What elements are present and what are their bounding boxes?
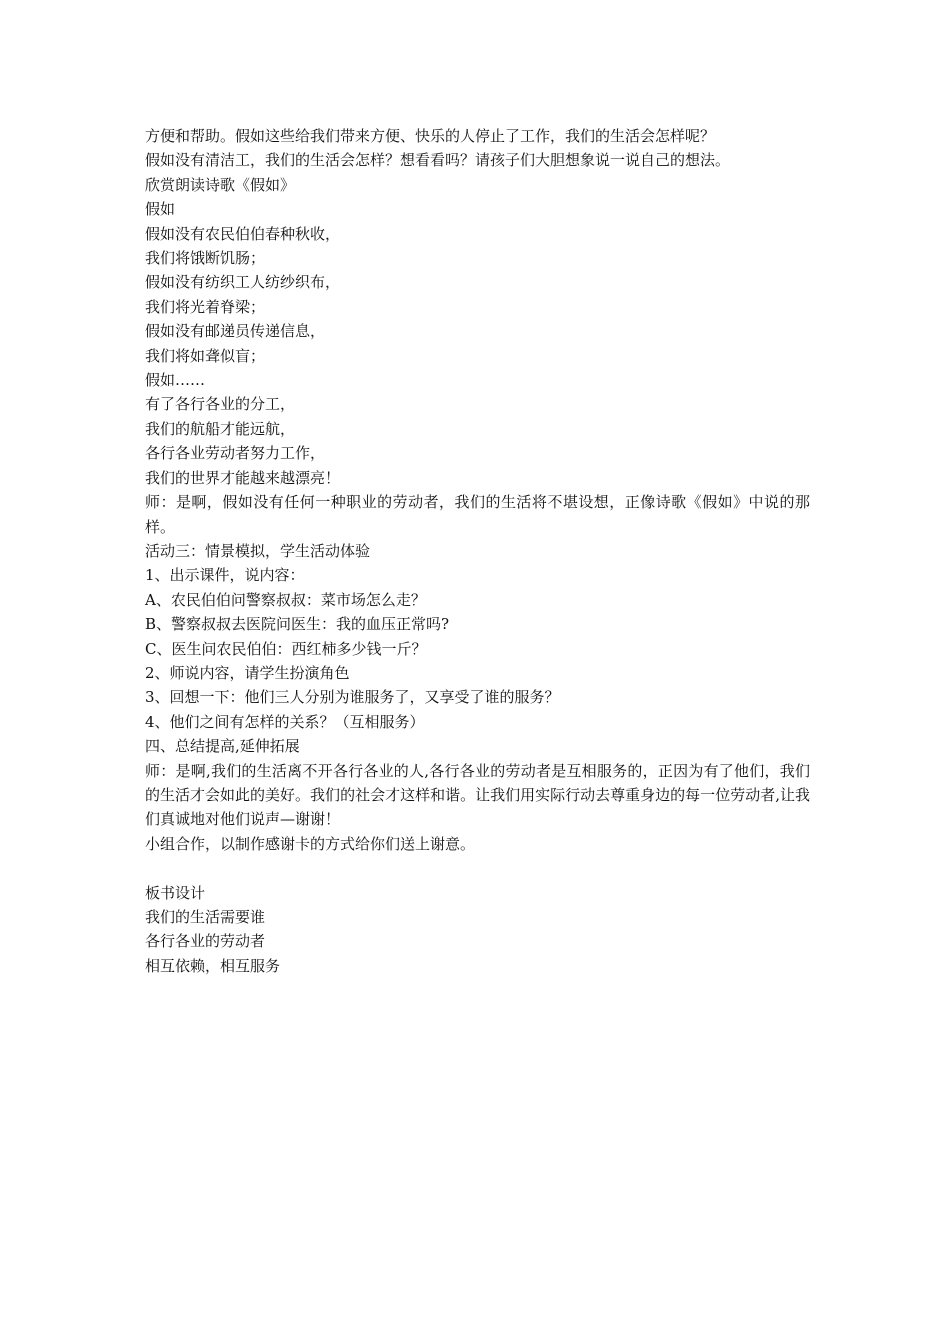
poem-line: 我们将如聋似盲； [145, 346, 266, 365]
blank-line [145, 856, 810, 880]
text-line: 小组合作，以制作感谢卡的方式给你们送上谢意。 [145, 834, 476, 853]
section-heading: 四、总结提高,延伸拓展 [145, 737, 300, 756]
board-heading: 板书设计 [145, 883, 206, 902]
poem-heading: 欣赏朗读诗歌《假如》 [145, 175, 296, 194]
list-item: A、农民伯伯问警察叔叔：菜市场怎么走？ [145, 590, 426, 609]
poem-line: 我们将饿断饥肠； [145, 249, 266, 268]
poem-line: 我们的航船才能远航， [145, 419, 296, 438]
poem-title: 假如 [145, 200, 176, 219]
text-line: 方便和帮助。假如这些给我们带来方便、快乐的人停止了工作，我们的生活会怎样呢？ [145, 127, 716, 145]
poem-line: 我们将光着脊梁； [145, 297, 266, 316]
board-line: 我们的生活需要谁 [145, 907, 266, 926]
poem-line: 假如没有纺织工人纺纱织布， [145, 273, 341, 292]
teacher-paragraph: 师：是啊，假如没有任何一种职业的劳动者，我们的生活将不堪设想，正像诗歌《假如》中说的那样。 [145, 493, 810, 536]
section-heading: 活动三：情景模拟，学生活动体验 [145, 541, 371, 560]
list-item: B、警察叔叔去医院问医生：我的血压正常吗? [145, 615, 450, 634]
list-item: 4、他们之间有怎样的关系？（互相服务） [145, 712, 425, 731]
board-line: 相互依赖，相互服务 [145, 956, 281, 975]
list-item: 1、出示课件，说内容： [145, 566, 305, 585]
teacher-paragraph: 师：是啊,我们的生活离不开各行各业的人,各行各业的劳动者是互相服务的，正因为有了他们，我们的生活才会如此的美好。我们的社会才这样和谐。让我们用实际行动去尊重身边的每一位劳动者,让我们真诚地对他们说声—谢谢！ [145, 761, 810, 829]
poem-line: 有了各行各业的分工， [145, 395, 296, 414]
poem-line: 各行各业劳动者努力工作， [145, 444, 326, 463]
poem-line: 我们的世界才能越来越漂亮！ [145, 468, 341, 487]
board-line: 各行各业的劳动者 [145, 932, 266, 951]
document-body [145, 124, 810, 978]
poem-line: 假如…… [145, 371, 206, 390]
list-item: C、医生问农民伯伯：西红柿多少钱一斤？ [145, 639, 427, 658]
text-line: 假如没有清洁工，我们的生活会怎样？想看看吗？请孩子们大胆想象说一说自己的想法。 [145, 151, 731, 170]
list-item: 3、回想一下：他们三人分别为谁服务了，又享受了谁的服务？ [145, 688, 560, 707]
list-item: 2、师说内容，请学生扮演角色 [145, 663, 350, 682]
poem-line: 假如没有邮递员传递信息， [145, 322, 326, 341]
poem-line: 假如没有农民伯伯春种秋收， [145, 224, 341, 243]
